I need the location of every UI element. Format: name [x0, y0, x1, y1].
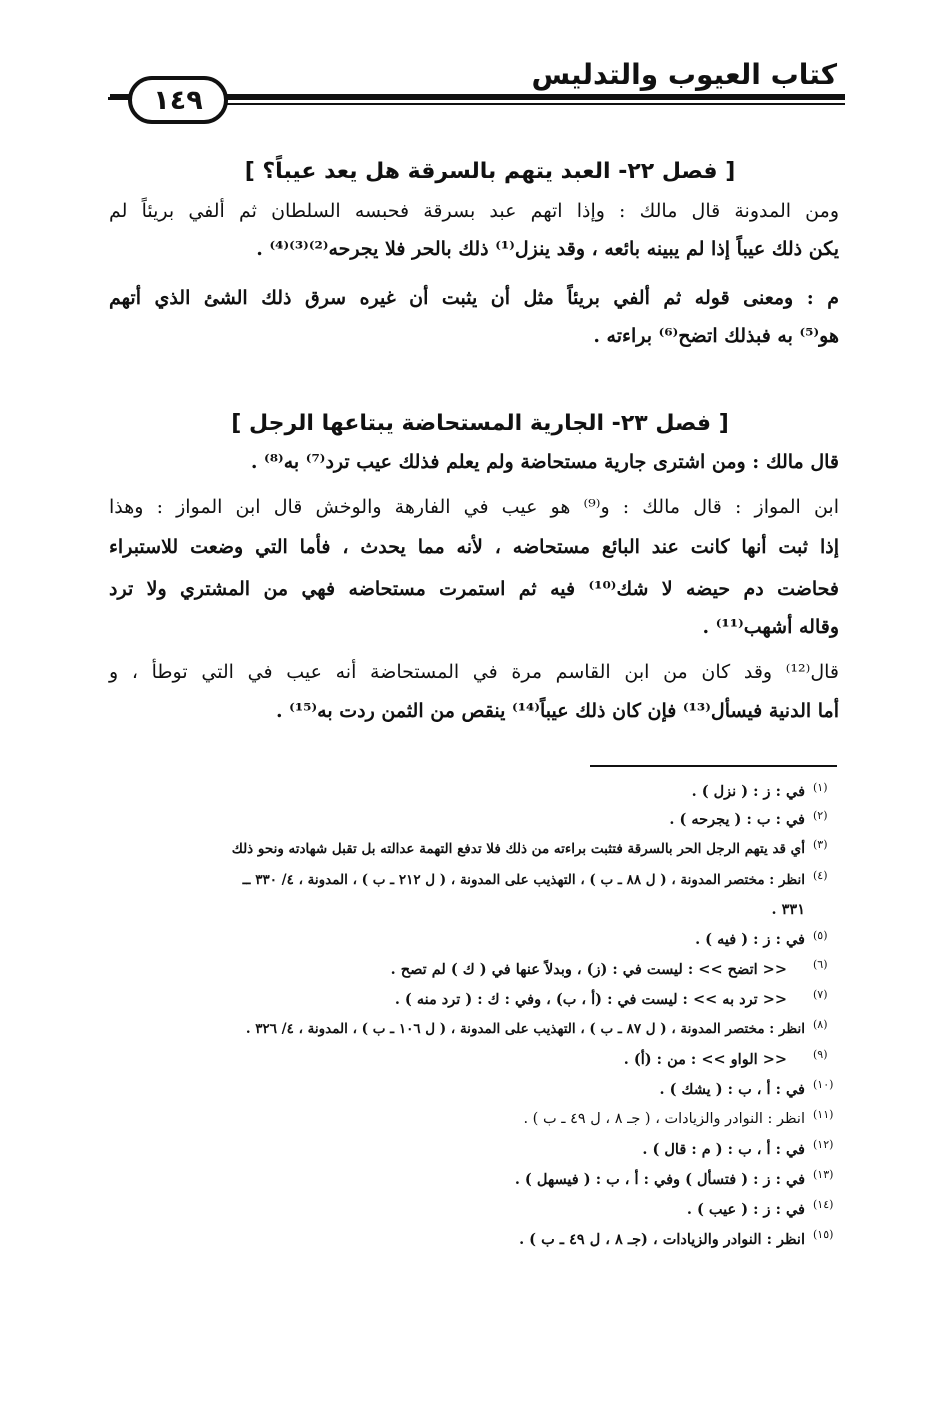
section-heading-22: [ فصل ٢٢- العبد يتهم بالسرقة هل يعد عيباً؟ ] — [244, 159, 736, 184]
footnote-text: في : ز : ( فيه ) . — [695, 931, 805, 948]
footnote-text: في : ز : ( نزل ) . — [691, 783, 805, 800]
footnote-number: (٨) — [813, 1018, 828, 1031]
paragraph-line: ومن المدونة قال مالك : وإذا اتهم عبد بسرقة فحبسه السلطان ثم ألفي بريئاً لم — [109, 200, 839, 222]
footnote-number: (٦) — [813, 958, 828, 971]
running-title: كتاب العيوب والتدليس — [531, 58, 837, 91]
paragraph-line: هو⁽⁵⁾ به فبذلك اتضح⁽⁶⁾ براءته . — [593, 325, 839, 347]
header-rule-thin — [218, 103, 845, 105]
footnote-text: انظر : النوادر والزيادات ، ( جـ ٨ ، ل ٤٩ ـ ب ) . — [523, 1111, 805, 1127]
footnote-number: (٩) — [813, 1048, 828, 1061]
paragraph-line: فحاضت دم حيضه لا شك⁽¹⁰⁾ فيه ثم استمرت مستحاضه فهي من المشتري ولا ترد — [109, 578, 839, 600]
footnote-text: في : أ ، ب : ( يشك ) . — [659, 1081, 805, 1098]
footnote-text: << الواو >> : من : (أ) . — [623, 1051, 787, 1068]
paragraph-line: ابن المواز : قال مالك : و⁽⁹⁾ هو عيب في الفارهة والوخش قال ابن المواز : وهذا — [109, 496, 839, 518]
footnote-text: انظر : النوادر والزيادات ، (جـ ٨ ، ل ٤٩ ـ ب ) . — [519, 1231, 805, 1248]
paragraph-line: قال⁽¹²⁾ وقد كان من ابن القاسم مرة في المستحاضة أنه عيب في التي توطأ ، و — [109, 661, 839, 683]
footnote-number: (١٤) — [813, 1198, 834, 1211]
footnote-number: (١٠) — [813, 1078, 834, 1091]
footnote-text: في : أ ، ب : ( م : قال ) . — [642, 1141, 805, 1158]
paragraph-line: م : ومعنى قوله ثم ألفي بريئاً مثل أن يثبت أن غيره سرق ذلك الشئ الذي أتهم — [109, 287, 839, 309]
footnote-number: (٢) — [813, 809, 828, 822]
footnote-number: (٤) — [813, 869, 828, 882]
footnote-text: في : ز : ( فتسأل ) وفي : أ ، ب : ( فيسهل ) . — [514, 1171, 805, 1188]
footnote-text: ٣٣١ . — [771, 901, 805, 918]
footnote-text: انظر : مختصر المدونة ، ( ل ٨٧ ـ ب ) ، التهذيب على المدونة ، ( ل ١٠٦ ـ ب ) ، المدونة ، ٤/ ٣٢٦ . — [245, 1021, 805, 1037]
footnote-text: << ترد به >> : ليست في : (أ ، ب) ، وفي : ك : ( ترد منه ) . — [394, 991, 787, 1008]
paragraph-line: أما الدنية فيسأل⁽¹³⁾ فإن كان ذلك عيباً⁽¹⁴⁾ ينقص من الثمن ردت به⁽¹⁵⁾ . — [275, 700, 839, 722]
footnote-text: أي قد يتهم الرجل الحر بالسرقة فتثبت براءته من ذلك فلا تدفع التهمة عدالته بل تقبل شهادته ونحو ذلك — [231, 841, 805, 857]
paragraph-line: إذا ثبت أنها كانت عند البائع مستحاضه ، لأنه مما يحدث ، فأما التي وضعت للاستبراء — [109, 536, 839, 558]
footnote-text: في : ب : ( يجرحه ) . — [669, 811, 805, 828]
footnote-number: (٥) — [813, 929, 828, 942]
footnote-text: انظر : مختصر المدونة ، ( ل ٨٨ ـ ب ) ، التهذيب على المدونة ، ( ل ٢١٢ ـ ب ) ، المدونة ، ٤/ ٣٣٠ ــ — [242, 872, 805, 888]
page-number-ornament — [108, 97, 130, 100]
paragraph-line: وقاله أشهب⁽¹¹⁾ . — [702, 616, 839, 638]
footnote-number: (٧) — [813, 988, 828, 1001]
footnote-number: (٣) — [813, 838, 828, 851]
footnote-text: في : ز : ( عيب ) . — [686, 1201, 805, 1218]
footnote-number: (١١) — [813, 1108, 834, 1121]
footnote-separator — [590, 765, 837, 767]
footnote-number: (١٢) — [813, 1138, 834, 1151]
paragraph-line: يكن ذلك عيباً إذا لم يبينه بائعه ، وقد ينزل⁽¹⁾ ذلك بالحر فلا يجرحه⁽²⁾⁽³⁾⁽⁴⁾ . — [256, 238, 839, 260]
paragraph-line: قال مالك : ومن اشترى جارية مستحاضة ولم يعلم فذلك عيب ترد⁽⁷⁾ به⁽⁸⁾ . — [250, 451, 839, 473]
footnote-number: (١) — [813, 781, 828, 794]
footnote-number: (١٣) — [813, 1168, 834, 1181]
page-number: ١٤٩ — [128, 76, 228, 124]
footnote-text: << اتضح >> : ليست في : (ز) ، وبدلاً عنها في ( ك ) لم تصح . — [390, 961, 787, 978]
section-heading-23: [ فصل ٢٣- الجارية المستحاضة يبتاعها الرجل ] — [231, 411, 729, 436]
footnote-number: (١٥) — [813, 1228, 834, 1241]
